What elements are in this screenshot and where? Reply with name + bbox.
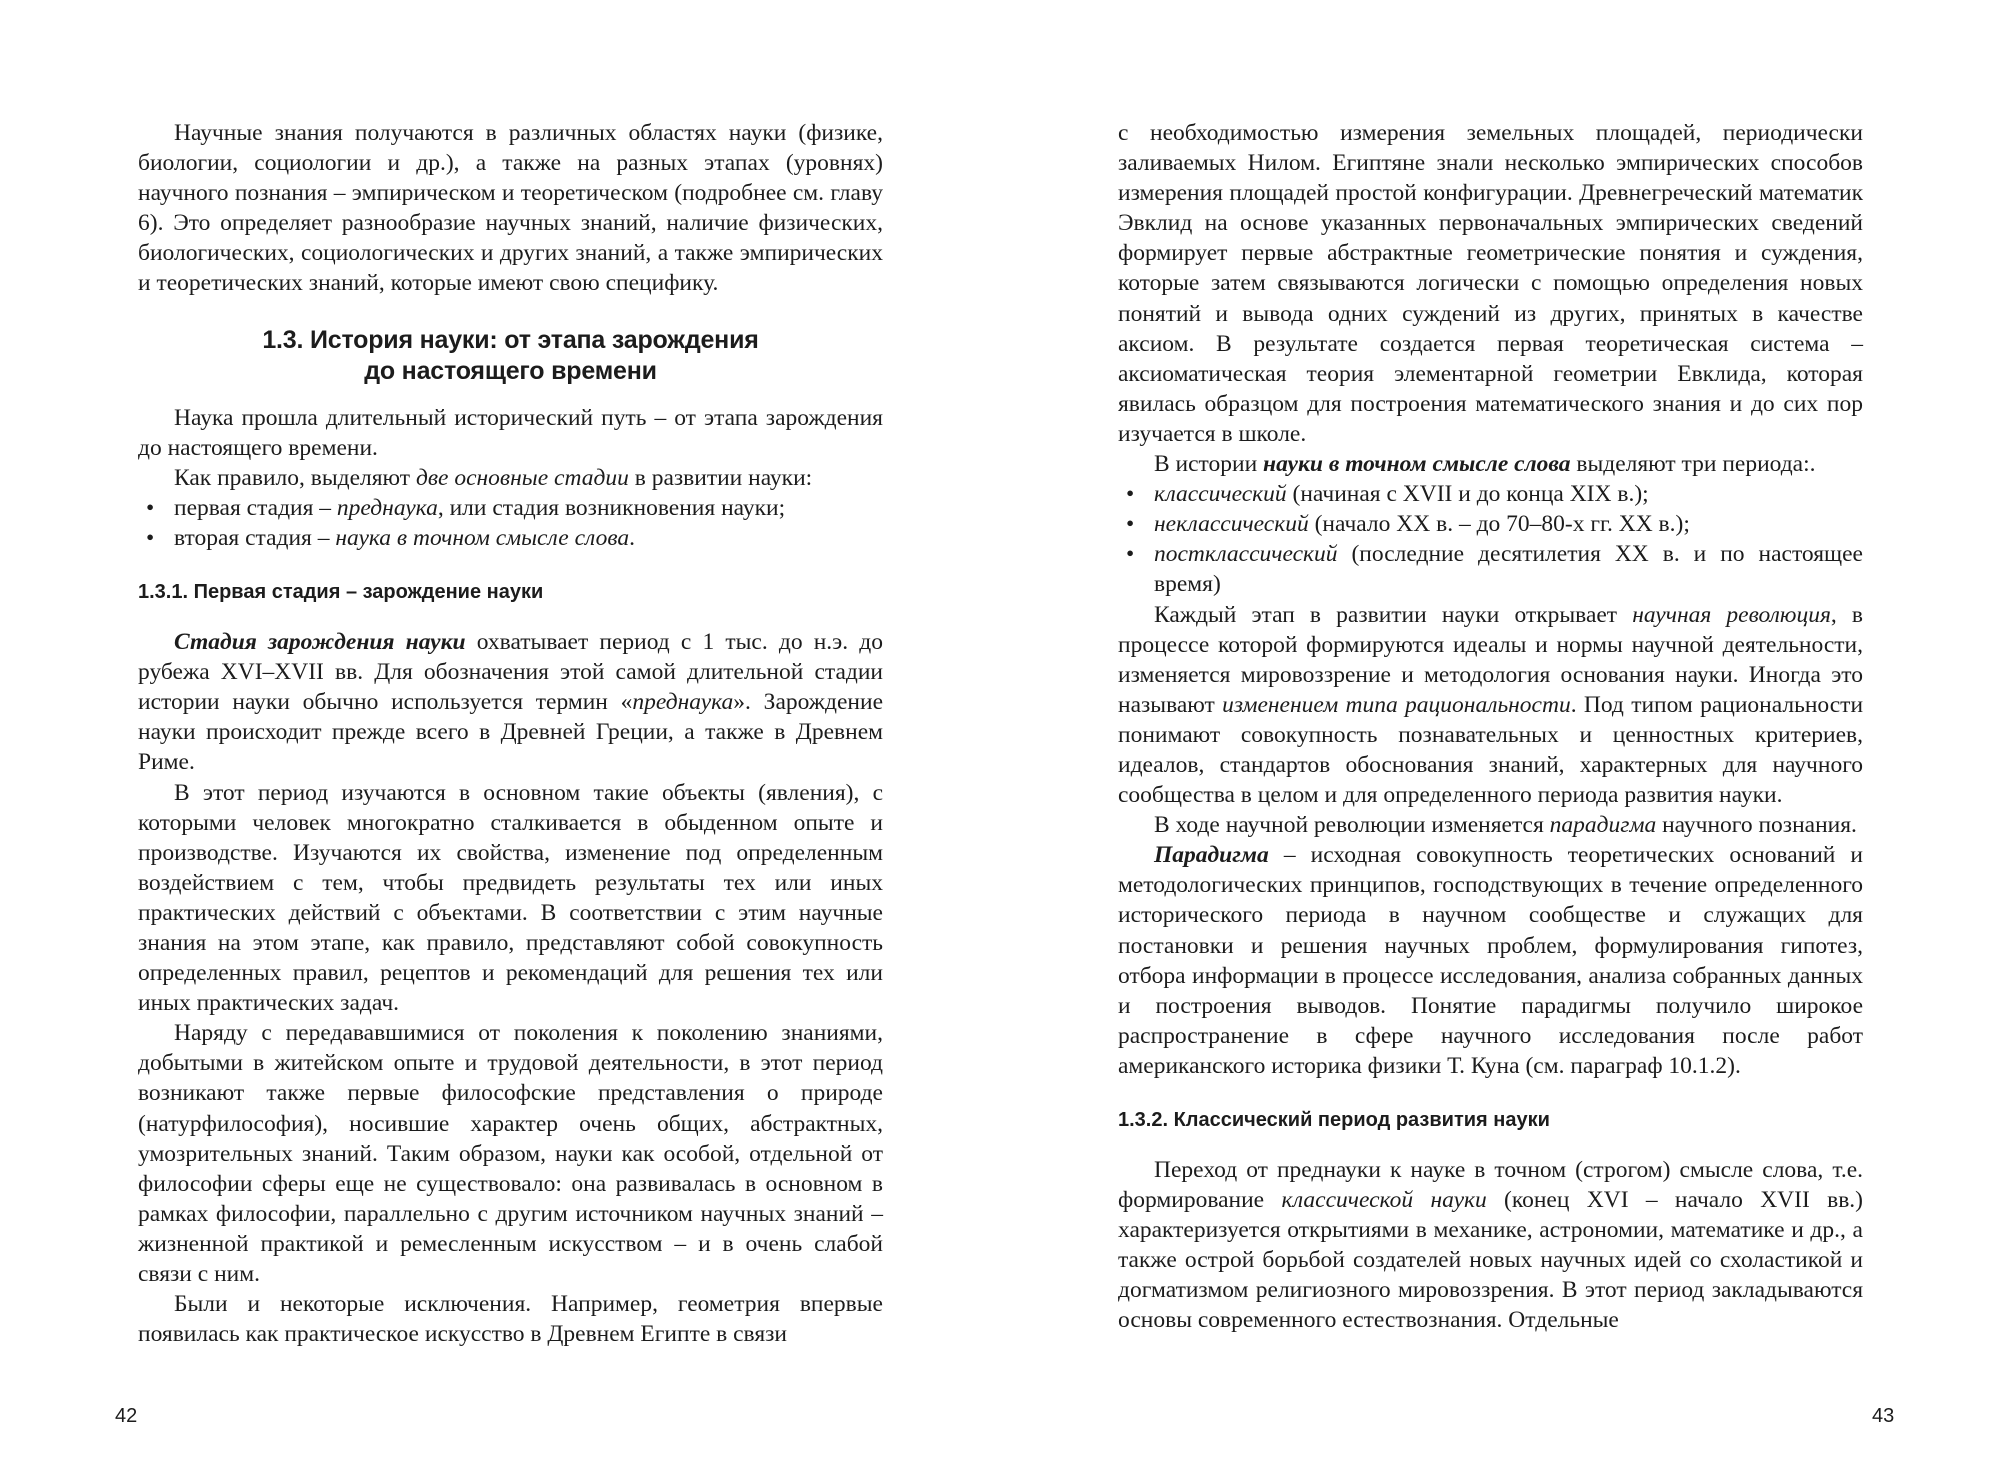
text-run: ». Зарождение науки происходит прежде всего в Древней Греции, а также в Древнем Риме. [138, 689, 883, 776]
paragraph [138, 463, 883, 493]
emphasis: классической науки [1281, 1187, 1487, 1214]
emphasis: постклассический [1154, 541, 1338, 568]
paragraph [1118, 1155, 1863, 1336]
page-number-left: 42 [115, 1405, 138, 1427]
emphasis: научная революция [1632, 601, 1831, 628]
text-run: (начало XX в. – до 70–80-х гг. XX в.); [1308, 511, 1690, 538]
paragraph [1118, 449, 1863, 479]
list-item-text [1154, 539, 1863, 599]
text-run: В истории [1154, 451, 1264, 478]
text-run: научного познания. [1656, 812, 1857, 839]
text-run: Переход от преднауки к науке в точном (строгом) смысле слова, т.е. формирование [1118, 1157, 1863, 1214]
heading-line: 1.3. История науки: от этапа зарождения [262, 325, 759, 354]
text-run: охватывает период с 1 тыс. до н.э. до рубежа XVI–XVII вв. Для обозначения этой самой длительной стадии истории науки обычно используется термин « [138, 629, 883, 716]
term: Парадигма [1154, 842, 1269, 869]
paragraph: Наука прошла длительный исторический путь – от этапа зарождения до настоящего времени. [138, 404, 883, 461]
bullet-icon: • [1126, 511, 1135, 538]
left-page [138, 118, 883, 1349]
list-item-text [1154, 509, 1863, 539]
text-run: . Под типом рациональности понимают совокупность познавательных и ценностных критериев, идеалов, стандартов обоснования знаний, характерных для научного сообщества в целом и для определенного периода развития науки. [1118, 691, 1864, 809]
text-run: вторая стадия – [174, 524, 336, 551]
term: науки в точном смысле слова [1263, 451, 1571, 478]
list-item-text [174, 523, 883, 553]
text-run: (конец XVI – начало XVII вв.) характеризуется открытиями в механике, астрономии, математике и др., а также острой борьбой создателей новых научных идей со схоластикой и догматизмом религиозного мировоззрения. В этот период закладываются основы современного естествознания. Отдельные [1118, 1187, 1863, 1334]
heading-line: до настоящего времени [364, 356, 657, 385]
section-heading [138, 325, 883, 387]
text-run: В ходе научной революции изменяется [1154, 812, 1550, 839]
emphasis: две основные стадии [415, 464, 629, 491]
text-run: в развитии науки: [628, 464, 813, 491]
term: Стадия зарождения науки [174, 629, 466, 656]
paragraph: Научные знания получаются в различных областях науки (физике, биологии, социологии и др.), а также на разных этапах (уровнях) научного познания – эмпирическом и теоретическом (подробнее см. главу 6). Это определяет разнообразие научных знаний, наличие физических, биологических, социологических и других знаний, а также эмпирических и теоретических знаний, которые имеют свою специфику. [138, 120, 883, 297]
text-run: . [629, 524, 635, 551]
right-page [1118, 118, 1863, 1336]
text-run: , в процессе которой формируются идеалы и нормы научной деятельности, изменяется мировоззрение и методология основания науки. Иногда это называют [1118, 601, 1863, 718]
paragraph: Были и некоторые исключения. Например, геометрия впервые появилась как практическое искусство в Древнем Египте в связи [138, 1291, 883, 1348]
list-item-text [174, 493, 883, 523]
text-run: , или стадия возникновения науки; [437, 494, 786, 521]
list-item [1118, 509, 1863, 539]
list-item [138, 493, 883, 523]
text-run: (последние десятилетия XX в. и по настоящее время) [1154, 541, 1863, 598]
page-number-right: 43 [1872, 1405, 1895, 1427]
bullet-icon: • [146, 494, 155, 521]
paragraph: В этот период изучаются в основном такие объекты (явления), с которыми человек многократно сталкивается в обыденном опыте и производстве. Изучаются их свойства, изменение под определенным воздействием с тем, чтобы предвидеть результаты тех или иных практических действий с объектами. В соответствии с этим научные знания на этом этапе, как правило, представляют собой совокупность определенных правил, рецептов и рекомендаций для решения тех или иных практических задач. [138, 779, 883, 1017]
list-item-text [1154, 479, 1863, 509]
emphasis: неклассический [1154, 511, 1309, 538]
emphasis: наука в точном смысле слова [335, 524, 630, 551]
emphasis: парадигма [1549, 812, 1657, 839]
emphasis: классический [1154, 481, 1287, 508]
list-item [138, 523, 883, 553]
subsection-heading: 1.3.1. Первая стадия – зарождение науки [138, 581, 544, 604]
paragraph [138, 627, 883, 777]
text-run: Каждый этап в развитии науки открывает [1154, 601, 1633, 628]
text-run: первая стадия – [174, 494, 337, 521]
paragraph [1118, 600, 1863, 811]
emphasis: преднаука [632, 689, 734, 716]
emphasis: преднаука [336, 494, 438, 521]
paragraph: с необходимостью измерения земельных площадей, периодически заливаемых Нилом. Египтяне знали несколько эмпирических способов измерения площадей простой конфигурации. Древнегреческий математик Эвклид на основе указанных первоначальных эмпирических сведений формирует первые абстрактные геометрические понятия и суждения, которые затем связываются логически с помощью определения новых понятий и вывода одних суждений из других, принятых в качестве аксиом. В результате создается первая теоретическая система – аксиоматическая теория элементарной геометрии Евклида, которая явилась образцом для построения математического знания и до сих пор изучается в школе. [1118, 120, 1863, 447]
text-run: (начиная с XVII и до конца XIX в.); [1286, 481, 1649, 508]
bullet-icon: • [1126, 541, 1135, 568]
paragraph [1118, 840, 1863, 1081]
list-item [1118, 479, 1863, 509]
list-item [1118, 539, 1863, 599]
paragraph [1118, 810, 1863, 840]
subsection-heading: 1.3.2. Классический период развития науки [1118, 1109, 1550, 1131]
paragraph: Наряду с передававшимися от поколения к поколению знаниями, добытыми в житейском опыте и трудовой деятельности, в этот период возникают также первые философские представления о природе (натурфилософия), носившие характер очень общих, абстрактных, умозрительных знаний. Таким образом, науки как особой, отдельной от философии сферы еще не существовало: она развивалась в основном в рамках философии, параллельно с другим источником научных знаний – жизненной практикой и ремесленным искусством – и в очень слабой связи с ним. [138, 1020, 883, 1287]
bullet-icon: • [146, 524, 155, 551]
emphasis: изменением типа рациональности [1222, 691, 1571, 718]
text-run: Как правило, выделяют [174, 464, 416, 491]
text-run: – исходная совокупность теоретических оснований и методологических принципов, господствующих в течение определенного исторического периода в научном сообществе и служащих для постановки и решения научных проблем, формулирования гипотез, отбора информации в процессе исследования, анализа собранных данных и построения выводов. Понятие парадигмы получило широкое распространение в сфере научного исследования после работ американского историка физики Т. Куна (см. параграф 10.1.2). [1118, 842, 1863, 1079]
bullet-icon: • [1126, 481, 1135, 508]
text-run: выделяют три периода:. [1570, 451, 1816, 478]
